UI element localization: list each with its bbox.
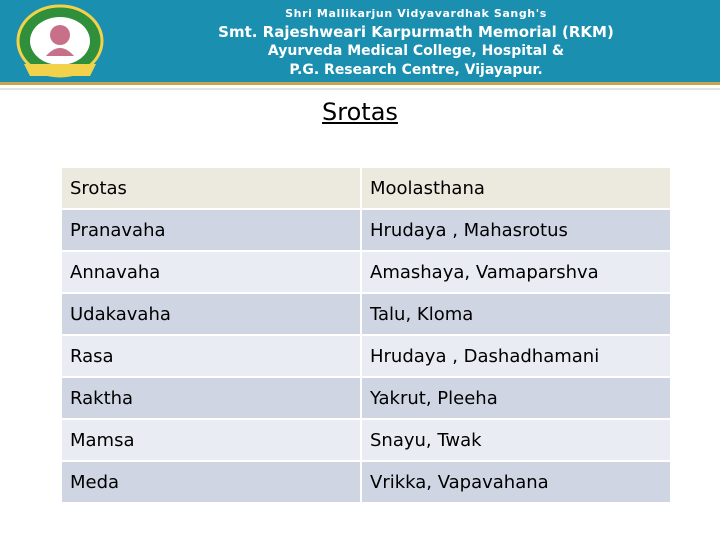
header-stripe: [0, 82, 720, 85]
moolasthana-cell: Talu, Kloma: [361, 293, 671, 335]
table-row: [61, 293, 671, 335]
header-text: [120, 6, 712, 80]
header-location: P.G. Research Centre, Vijayapur.: [289, 62, 543, 78]
column-header-moolasthana: Moolasthana: [361, 167, 671, 209]
table-row: [61, 461, 671, 503]
srotas-cell: Mamsa: [61, 419, 361, 461]
table-row: [61, 335, 671, 377]
srotas-cell: Meda: [61, 461, 361, 503]
table-row: [61, 251, 671, 293]
srotas-cell: Rasa: [61, 335, 361, 377]
header-college-name: Smt. Rajeshweari Karpurmath Memorial (RKM): [218, 23, 614, 41]
column-header-srotas: Srotas: [61, 167, 361, 209]
srotas-cell: Udakavaha: [61, 293, 361, 335]
moolasthana-cell: Vrikka, Vapavahana: [361, 461, 671, 503]
header-sangh-line: Shri Mallikarjun Vidyavardhak Sangh's: [285, 7, 547, 20]
srotas-cell: Annavaha: [61, 251, 361, 293]
header-banner: [0, 0, 720, 82]
table-header-row: [61, 167, 671, 209]
header-college-type: Ayurveda Medical College, Hospital &: [267, 43, 565, 59]
srotas-cell: Raktha: [61, 377, 361, 419]
srotas-table: [60, 166, 672, 504]
table-row: [61, 377, 671, 419]
table-row: [61, 419, 671, 461]
college-seal-logo: [4, 4, 116, 80]
table-row: [61, 209, 671, 251]
srotas-cell: Pranavaha: [61, 209, 361, 251]
slide-title: Srotas: [322, 98, 398, 126]
moolasthana-cell: Amashaya, Vamaparshva: [361, 251, 671, 293]
moolasthana-cell: Snayu, Twak: [361, 419, 671, 461]
moolasthana-cell: Hrudaya , Dashadhamani: [361, 335, 671, 377]
moolasthana-cell: Hrudaya , Mahasrotus: [361, 209, 671, 251]
header-divider: [0, 88, 720, 90]
moolasthana-cell: Yakrut, Pleeha: [361, 377, 671, 419]
